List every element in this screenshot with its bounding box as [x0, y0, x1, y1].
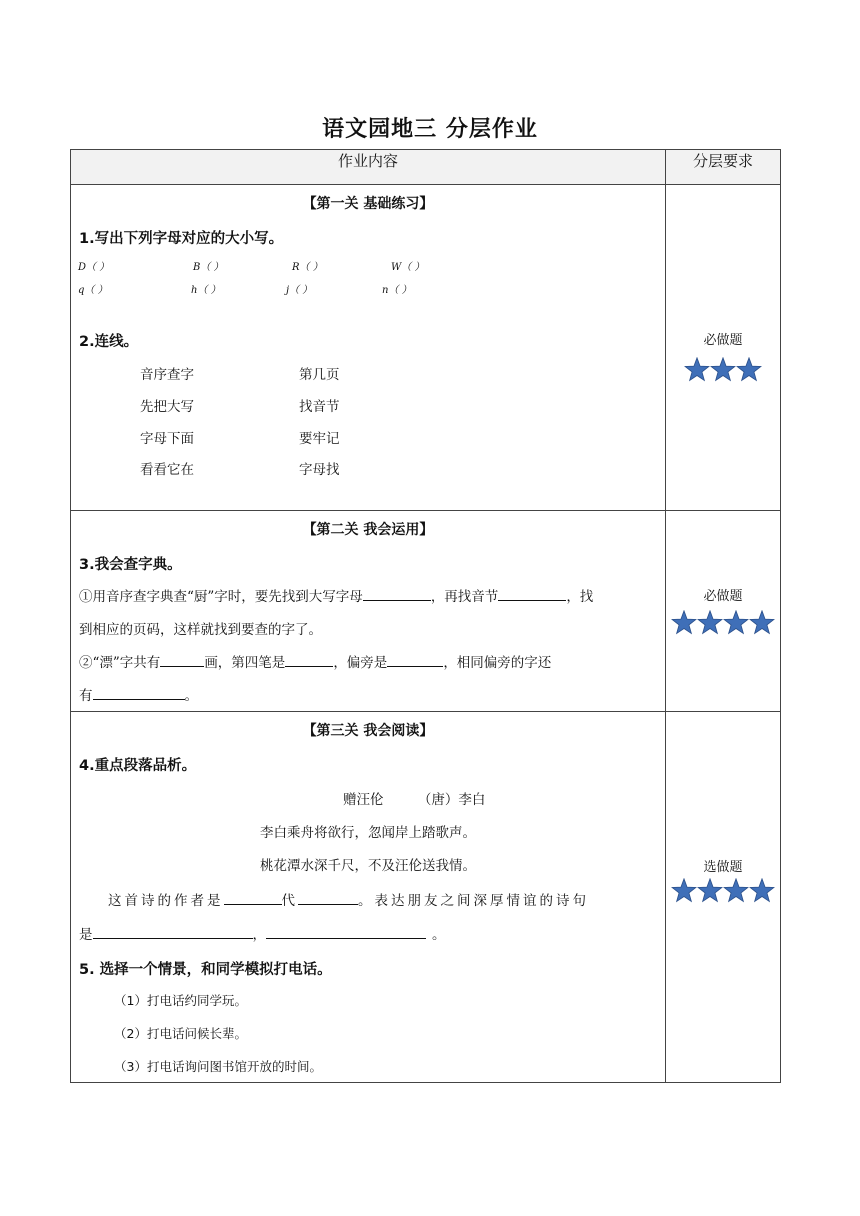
section2-requirement: 必做题: [703, 589, 743, 604]
q3-line3-text-b: 画，第四笔是: [204, 655, 286, 671]
star-icon: [710, 357, 736, 382]
blank-same-radical-chars[interactable]: [93, 685, 185, 700]
star-icon: [723, 878, 749, 903]
letter-n: n（ ）: [382, 285, 412, 296]
q3-line4-text-b: 。: [184, 688, 198, 704]
blank-capital-letter[interactable]: [363, 586, 431, 601]
q4-fill-text-d: 是: [79, 927, 93, 943]
header-requirement: 分层要求: [666, 150, 781, 185]
poem-line-1: 李白乘舟将欲行，忽闻岸上踏歌声。: [260, 825, 476, 841]
q3-line1-text-b: ，再找音节: [430, 589, 499, 605]
q3-line2: 到相应的页码，这样就找到要查的字了。: [79, 622, 322, 638]
match-right-3: 要牢记: [299, 431, 340, 447]
question-1: 1.写出下列字母对应的大小写。: [79, 231, 284, 247]
letter-R: R（ ）: [292, 262, 323, 273]
match-left-3: 字母下面: [140, 431, 194, 447]
q3-line3-text-c: ，偏旁是: [333, 655, 388, 671]
poem-line-2: 桃花潭水深千尺，不及汪伦送我情。: [260, 858, 476, 874]
star-icon: [684, 357, 710, 382]
q4-fill-line2: [79, 923, 446, 943]
star-icon: [671, 610, 697, 635]
section2-heading: 【第二关 我会运用】: [302, 522, 434, 538]
match-left-4: 看看它在: [140, 462, 194, 478]
section2-star-rating: [666, 610, 780, 639]
q4-fill-text-c: 。表达朋友之间深厚情谊的诗句: [358, 893, 589, 909]
question-2: 2.连线。: [79, 334, 139, 350]
q3-line3-text-d: ，相同偏旁的字还: [443, 655, 552, 671]
q3-line4: [79, 684, 198, 704]
star-icon: [697, 878, 723, 903]
section3-star-rating: [666, 878, 780, 907]
q5-option-3: （3）打电话询问图书馆开放的时间。: [114, 1059, 322, 1074]
letter-j: j（ ）: [286, 285, 313, 296]
section1-row: [71, 185, 781, 511]
poem-title: 赠汪伦 （唐）李白: [343, 792, 486, 808]
blank-syllable[interactable]: [498, 586, 566, 601]
blank-fourth-stroke[interactable]: [285, 652, 333, 667]
q4-fill-text-a: 这首诗的作者是: [108, 893, 224, 909]
q3-line3-text-a: ②“漂”字共有: [79, 655, 161, 671]
q4-fill-line1: [108, 889, 589, 909]
match-left-1: 音序查字: [140, 367, 194, 383]
star-icon: [671, 878, 697, 903]
header-content: 作业内容: [71, 150, 666, 185]
match-left-2: 先把大写: [140, 399, 194, 415]
match-right-2: 找音节: [299, 399, 340, 415]
star-icon: [749, 878, 775, 903]
blank-dynasty[interactable]: [224, 890, 282, 905]
question-3: 3.我会查字典。: [79, 557, 182, 573]
letter-W: W（ ）: [391, 262, 425, 273]
match-right-4: 字母找: [299, 462, 340, 478]
q5-option-1: （1）打电话约同学玩。: [114, 993, 247, 1008]
letter-q: q（ ）: [78, 285, 108, 296]
q3-line1-text-a: ①用音序查字典查“厨”字时，要先找到大写字母: [79, 589, 363, 605]
section3-row: [71, 712, 781, 1083]
letter-h: h（ ）: [191, 285, 221, 296]
section1-requirement: 必做题: [703, 333, 743, 348]
letter-D: D（ ）: [78, 262, 110, 273]
section1-heading: 【第一关 基础练习】: [302, 196, 434, 212]
star-icon: [736, 357, 762, 382]
page-title: 语文园地三 分层作业: [322, 117, 538, 142]
q3-line3: [79, 651, 551, 671]
match-right-1: 第几页: [299, 367, 340, 383]
section3-requirement: 选做题: [703, 860, 743, 875]
blank-author[interactable]: [298, 890, 358, 905]
q4-fill-text-b: 代: [281, 893, 298, 909]
q4-fill-text-f: 。: [432, 927, 446, 943]
section2-row: [71, 511, 781, 712]
blank-radical[interactable]: [387, 652, 443, 667]
blank-verse-2[interactable]: [266, 924, 426, 939]
question-5: 5. 选择一个情景，和同学模拟打电话。: [79, 962, 332, 978]
blank-verse-1[interactable]: [93, 924, 253, 939]
blank-stroke-count[interactable]: [160, 652, 204, 667]
q3-line4-text-a: 有: [79, 688, 93, 704]
star-icon: [697, 610, 723, 635]
section1-star-rating: [666, 357, 780, 386]
q5-option-2: （2）打电话问候长辈。: [114, 1026, 247, 1041]
question-4: 4.重点段落品析。: [79, 758, 197, 774]
q4-fill-text-e: ，: [252, 927, 266, 943]
star-icon: [749, 610, 775, 635]
star-icon: [723, 610, 749, 635]
section3-heading: 【第三关 我会阅读】: [302, 723, 434, 739]
homework-table: [70, 149, 781, 1083]
letter-B: B（ ）: [193, 262, 224, 273]
q3-line1: [79, 585, 593, 605]
q3-line1-text-c: ，找: [566, 589, 594, 605]
table-header-row: [71, 150, 781, 185]
